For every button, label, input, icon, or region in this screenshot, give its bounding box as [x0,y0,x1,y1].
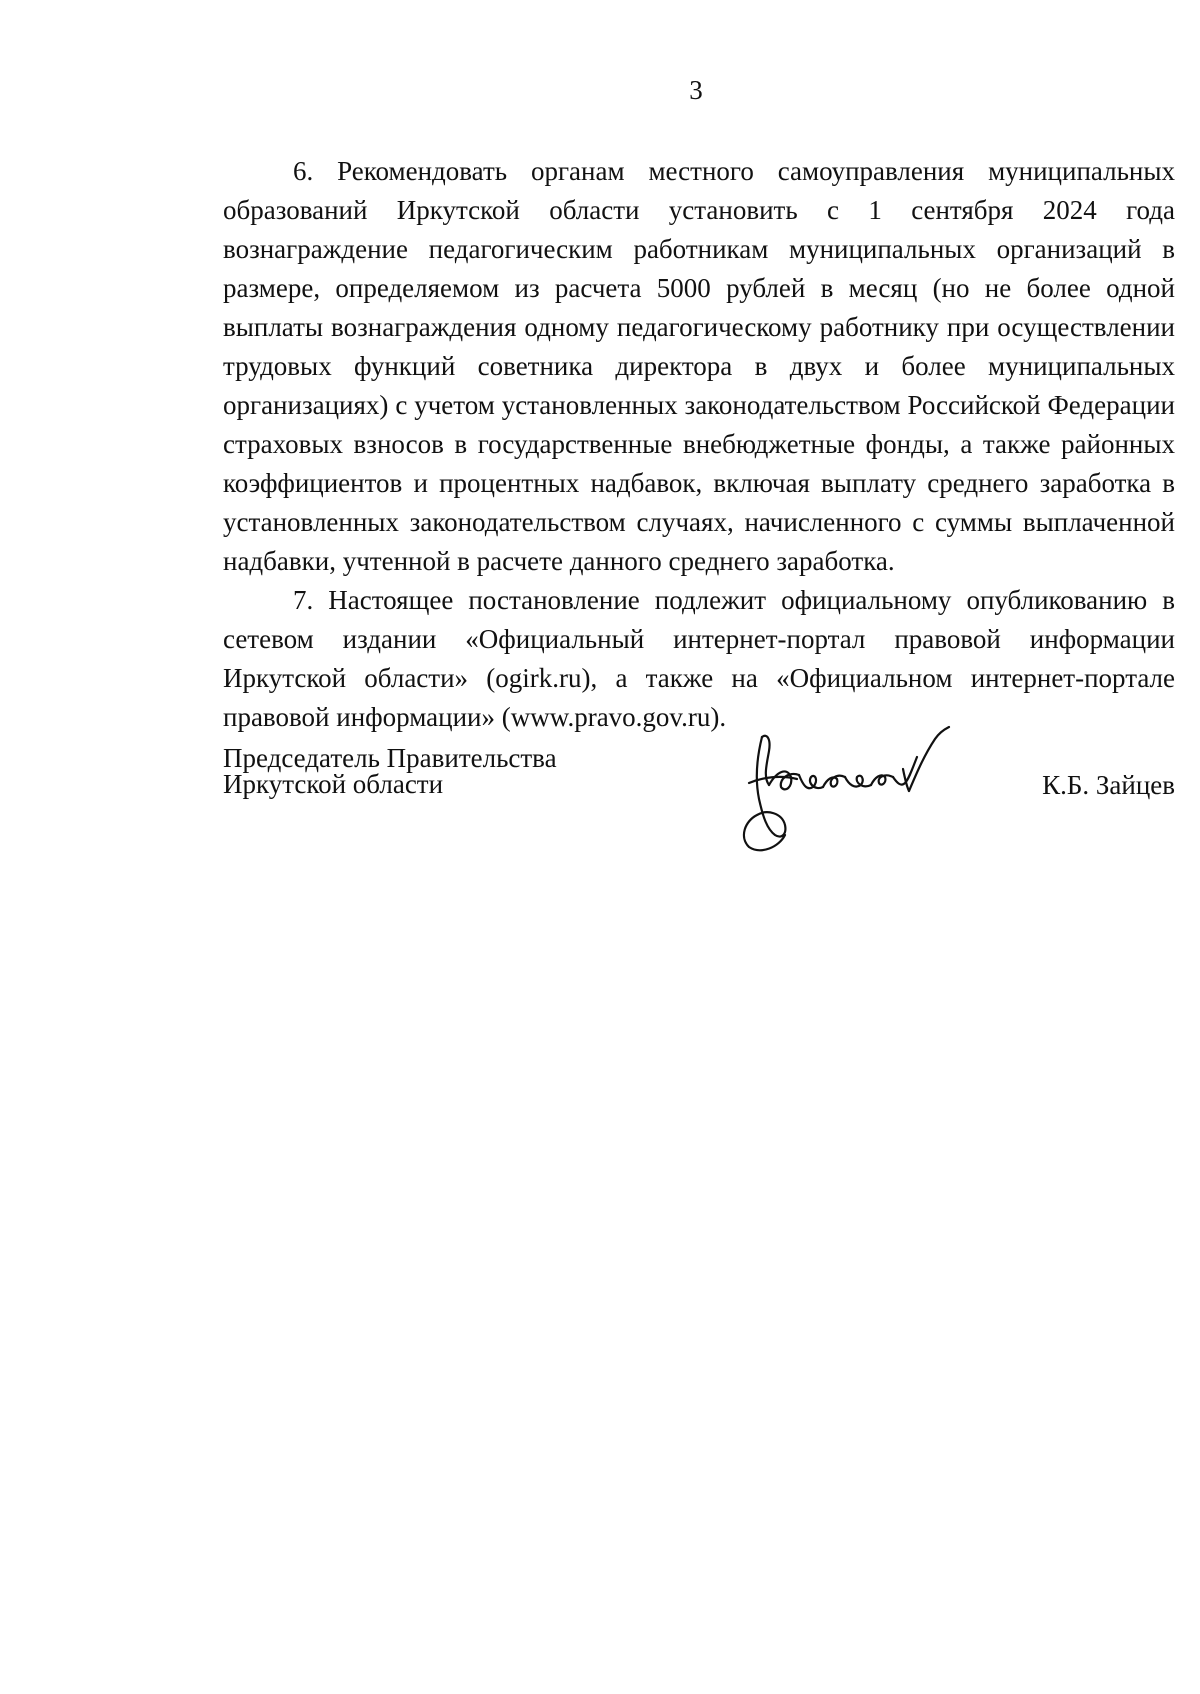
signer-title [223,745,557,797]
paragraph-7: 7. Настоящее постановление подлежит официальному опубликованию в сетевом издании «Официальный интернет-портал правовой информации Иркутской области» (ogirk.ru), а также на «Официальном интернет-портале правовой информации» (www.pravo.gov.ru). [223,585,1175,732]
signer-title-line-1: Председатель Правительства [223,743,557,773]
signer-title-line-2: Иркутской области [223,769,444,799]
document-body [223,152,1175,737]
signature-block [223,745,1175,875]
paragraph-6: 6. Рекомендовать органам местного самоуправления муниципальных образований Иркутской области установить с 1 сентября 2024 года вознаграждение педагогическим работникам муниципальных организаций в размере, определяемом из расчета 5000 рублей в месяц (но не более одной выплаты вознаграждения одному педагогическому работнику при осуществлении трудовых функций советника директора в двух и более муниципальных организациях) с учетом установленных законодательством Российской Федерации страховых взносов в государственные внебюджетные фонды, а также районных коэффициентов и процентных надбавок, включая выплату среднего заработка в установленных законодательством случаях, начисленного с суммы выплаченной надбавки, учтенной в расчете данного среднего заработка. [223,156,1175,576]
page-number: 3 [689,75,703,105]
handwritten-signature [727,717,957,855]
signer-name: К.Б. Зайцев [1042,770,1175,800]
